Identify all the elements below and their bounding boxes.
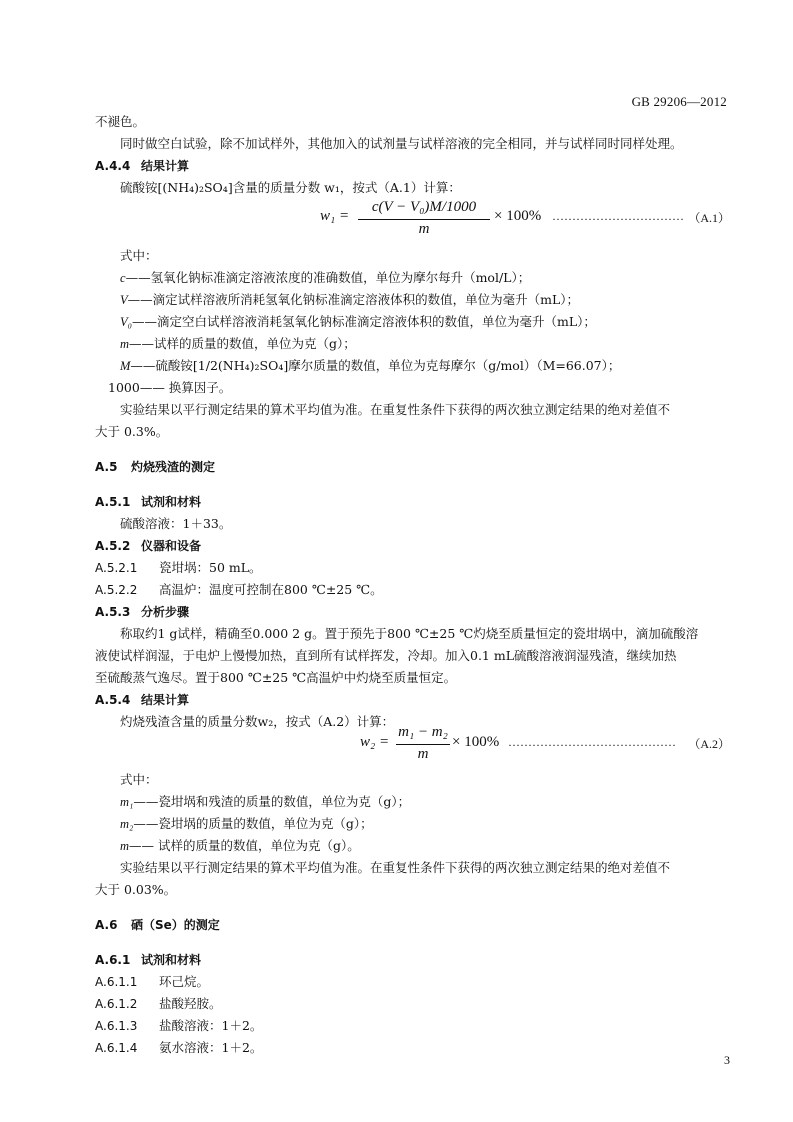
formula-rhs: × 100% xyxy=(452,734,500,750)
list-item: A.6.1.2 盐酸羟胺。 xyxy=(95,996,222,1011)
fraction xyxy=(396,724,450,764)
variable-definition: 1000—— 换算因子。 xyxy=(108,380,232,395)
list-item: A.5.2.1 瓷坩埚：50 mL。 xyxy=(95,560,262,575)
paragraph-line: 实验结果以平行测定结果的算术平均值为准。在重复性条件下获得的两次独立测定结果的绝对差值不 xyxy=(120,402,671,417)
numerator: c(V − V₀)M/1000 xyxy=(371,199,477,215)
section-number: A.6.1 xyxy=(95,953,131,967)
numerator: m₁ − m₂ xyxy=(398,724,448,740)
section-heading-a51 xyxy=(95,494,201,510)
formula-rhs: × 100% xyxy=(494,208,542,224)
section-heading-a44 xyxy=(95,158,189,174)
variable-definition: m₂——瓷坩埚的质量的数值，单位为克（g）； xyxy=(120,816,373,831)
section-number: A.5 xyxy=(95,460,118,474)
variable-definition: V——滴定试样溶液所消耗氢氧化钠标准滴定溶液体积的数值，单位为毫升（mL）； xyxy=(120,292,580,307)
fraction xyxy=(358,200,490,240)
section-title: 结果计算 xyxy=(141,693,190,707)
page-number: 3 xyxy=(724,1053,730,1067)
section-number: A.5.1 xyxy=(95,495,131,509)
paragraph-line: 同时做空白试验，除不加试样外，其他加入的试剂量与试样溶液的完全相同，并与试样同时同样处理。 xyxy=(120,136,683,151)
section-title: 硒（Se）的测定 xyxy=(131,918,220,932)
fraction-bar xyxy=(358,219,490,220)
fraction-bar xyxy=(396,744,450,745)
formula-lhs: w₁ = xyxy=(320,208,350,224)
variable-definition: V₀——滴定空白试样溶液消耗氢氧化钠标准滴定溶液体积的数值，单位为毫升（mL）； xyxy=(120,314,596,329)
section-title: 仪器和设备 xyxy=(141,539,202,553)
leader-dots: …………………………… xyxy=(552,209,684,223)
list-item: A.6.1.3 盐酸溶液：1＋2。 xyxy=(95,1018,263,1033)
paragraph-line: 不褪色。 xyxy=(95,114,146,129)
paragraph-line: 大于 0.03%。 xyxy=(95,882,177,897)
paragraph-line: 液使试样润湿，于电炉上慢慢加热，直到所有试样挥发，冷却。加入0.1 mL硫酸溶液润湿残渣，继续加热 xyxy=(95,648,677,663)
list-item: A.5.2.2 高温炉：温度可控制在800 ℃±25 ℃。 xyxy=(95,582,383,597)
variable-definition: c——氢氧化钠标准滴定溶液浓度的准确数值，单位为摩尔每升（mol/L）； xyxy=(120,270,531,285)
section-number: A.5.4 xyxy=(95,693,131,707)
formula-a1 xyxy=(320,200,730,240)
section-title: 试剂和材料 xyxy=(141,495,202,509)
variable-definition: m—— 试样的质量的数值，单位为克（g）。 xyxy=(120,838,360,853)
paragraph-line: 硫酸溶液：1＋33。 xyxy=(120,516,232,531)
paragraph-line: 至硫酸蒸气逸尽。置于800 ℃±25 ℃高温炉中灼烧至质量恒定。 xyxy=(95,670,457,685)
denominator: m xyxy=(417,746,429,762)
section-heading-a52 xyxy=(95,538,201,554)
formula-label: （A.2） xyxy=(688,737,730,751)
section-number: A.4.4 xyxy=(95,159,131,173)
list-item: A.6.1.4 氨水溶液：1＋2。 xyxy=(95,1040,263,1055)
variable-definition: m——试样的质量的数值，单位为克（g）； xyxy=(120,336,356,351)
standard-code: GB 29206—2012 xyxy=(631,94,727,109)
paragraph-line: 大于 0.3%。 xyxy=(95,424,169,439)
list-item: A.6.1.1 环己烷。 xyxy=(95,974,210,989)
section-number: A.5.2 xyxy=(95,539,131,553)
where-label: 式中： xyxy=(120,248,158,263)
section-heading-a5 xyxy=(95,459,215,475)
paragraph-line: 实验结果以平行测定结果的算术平均值为准。在重复性条件下获得的两次独立测定结果的绝对差值不 xyxy=(120,860,671,875)
formula-intro: 灼烧残渣含量的质量分数w₂，按式（A.2）计算： xyxy=(120,714,395,729)
section-title: 分析步骤 xyxy=(141,605,190,619)
where-label: 式中： xyxy=(120,772,158,787)
section-title: 结果计算 xyxy=(141,159,190,173)
denominator: m xyxy=(418,221,430,237)
formula-a2 xyxy=(360,724,730,764)
section-heading-a54 xyxy=(95,692,189,708)
formula-label: （A.1） xyxy=(688,211,730,225)
variable-definition: m₁——瓷坩埚和残渣的质量的数值，单位为克（g）； xyxy=(120,794,411,809)
section-heading-a53 xyxy=(95,604,189,620)
variable-definition: M——硫酸铵[1/2(NH₄)₂SO₄]摩尔质量的数值，单位为克每摩尔（g/mol）（M=66.07）； xyxy=(120,358,621,373)
section-title: 灼烧残渣的测定 xyxy=(131,460,216,474)
section-number: A.5.3 xyxy=(95,605,131,619)
formula-lhs: w₂ = xyxy=(360,734,390,750)
section-heading-a6 xyxy=(95,917,220,933)
section-number: A.6 xyxy=(95,918,118,932)
section-heading-a61 xyxy=(95,952,201,968)
section-title: 试剂和材料 xyxy=(141,953,202,967)
leader-dots: …………………………………… xyxy=(508,735,676,749)
formula-intro: 硫酸铵[(NH₄)₂SO₄]含量的质量分数 w₁，按式（A.1）计算： xyxy=(120,180,461,195)
paragraph-line: 称取约1 g试样，精确至0.000 2 g。置于预先于800 ℃±25 ℃灼烧至质量恒定的瓷坩埚中，滴加硫酸溶 xyxy=(120,626,699,641)
